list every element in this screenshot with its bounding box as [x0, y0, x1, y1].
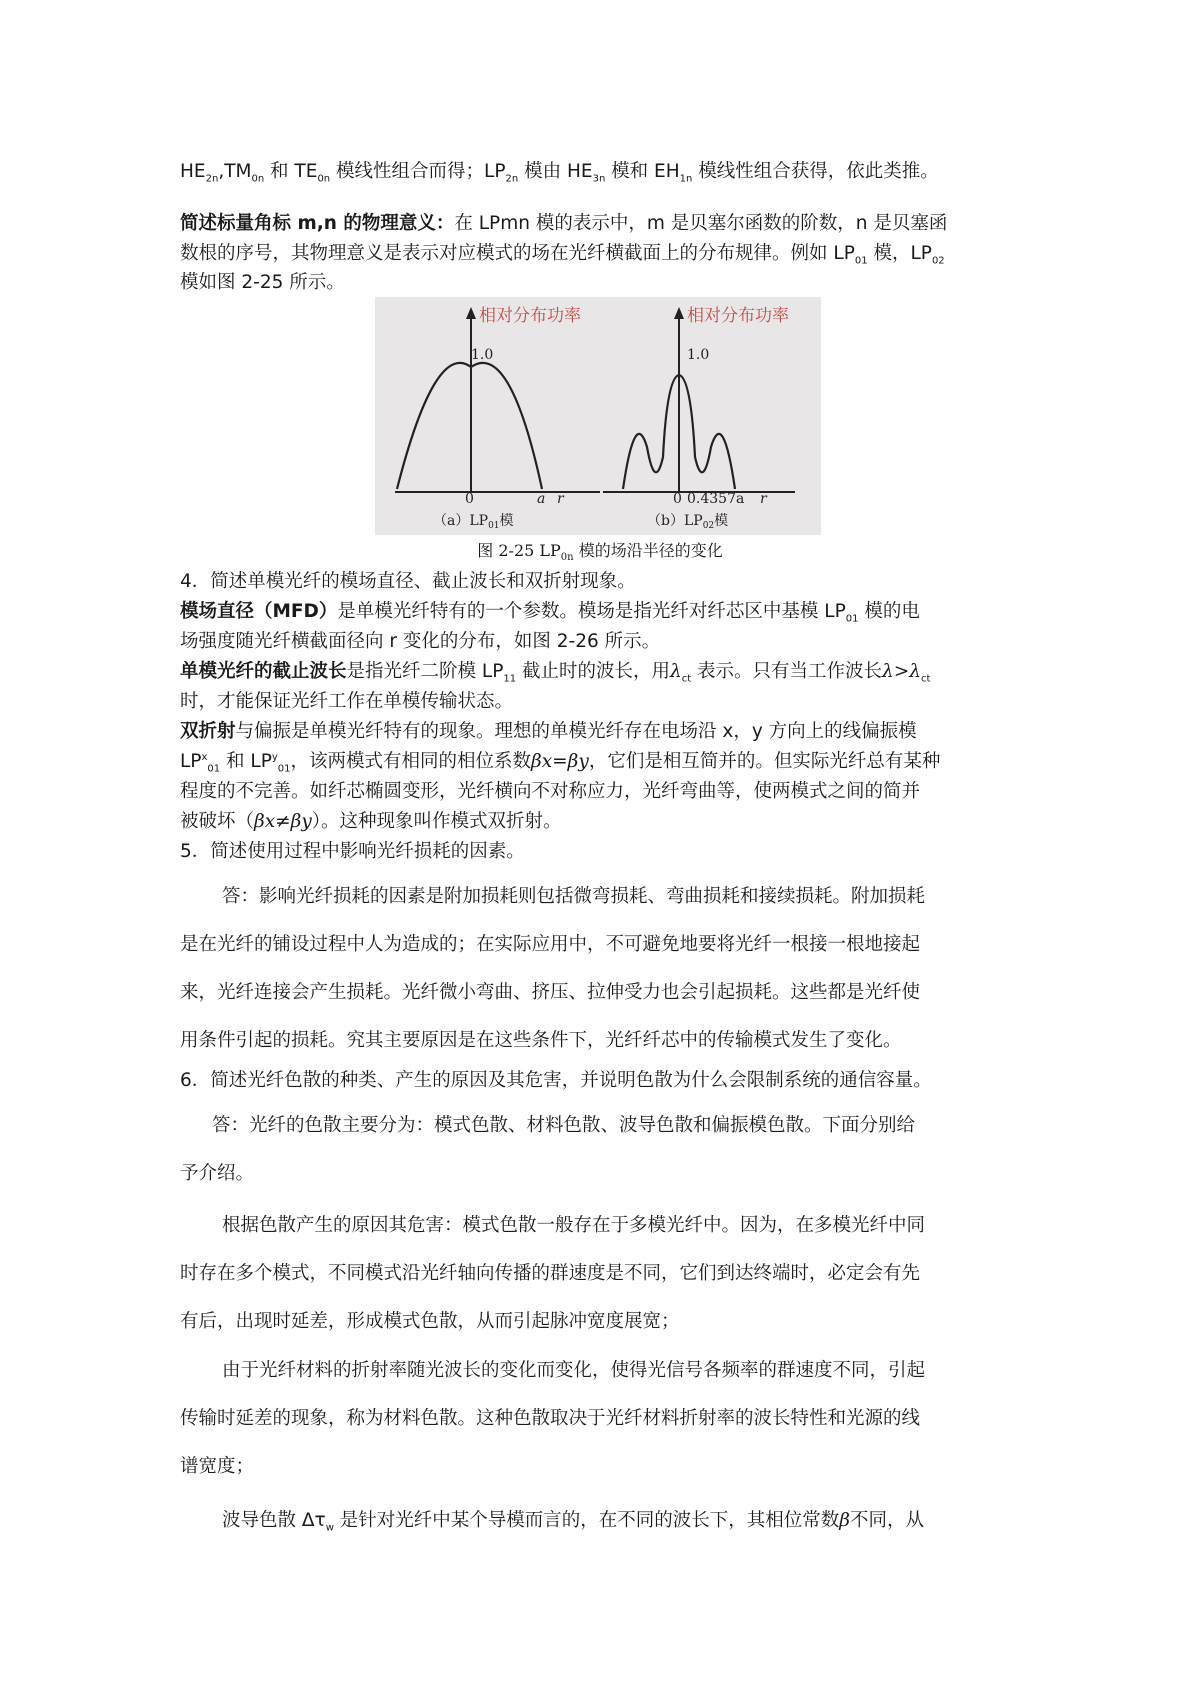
ylabel-a: 相对分布功率 — [479, 306, 581, 326]
text: 由于光纤材料的折射率随光波长的变化而变化，使得光信号各频率的群速度不同，引起 — [222, 1360, 926, 1381]
answer-5-line2 — [180, 930, 1020, 960]
text: 模的电 — [858, 601, 920, 622]
text: LP — [180, 751, 202, 772]
ylabel-b: 相对分布功率 — [687, 306, 789, 326]
text: 答：影响光纤损耗的因素是附加损耗则包括微弯损耗、弯曲损耗和接续损耗。附加损耗 — [222, 886, 926, 907]
text: 6．简述光纤色散的种类、产生的原因及其危害，并说明色散为什么会限制系统的通信容量。 — [180, 1070, 932, 1091]
text: ，它们是相互简并的。但实际光纤总有某种 — [588, 751, 941, 772]
text: 模如图 2-25 所示。 — [180, 272, 345, 293]
subscript: 01 — [207, 763, 221, 775]
text: 是指光纤二阶模 LP — [346, 661, 504, 682]
text: 传输时延差的现象，称为材料色散。这种色散取决于光纤材料折射率的波长特性和光源的线 — [180, 1408, 921, 1429]
question-4-title — [180, 567, 1020, 597]
text: 和 LP — [220, 751, 272, 772]
paragraph-index-meaning-line3 — [180, 268, 1020, 298]
paragraph-birefringence-line3 — [180, 777, 1020, 807]
axis-r-b: r — [760, 491, 767, 507]
y-axis-arrow-b — [674, 307, 684, 319]
text: 是针对光纤中某个导模而言的，在不同的波长下，其相位常数 — [333, 1510, 840, 1531]
text: 模，LP — [867, 243, 932, 264]
answer-6-waveguide-line1 — [222, 1506, 1022, 1536]
text: 波导色散 Δτ — [222, 1510, 326, 1531]
bold-heading: 单模光纤的截止波长 — [180, 661, 347, 682]
text: 与偏振是单模光纤特有的现象。理想的单模光纤存在电场沿 x，y 方向上的线偏振模 — [235, 721, 917, 742]
text: 时，才能保证光纤工作在单模传输状态。 — [180, 691, 514, 712]
text: 和 TE — [264, 161, 318, 182]
subscript: 1n — [679, 173, 693, 185]
tick-one-b: 1.0 — [687, 347, 710, 363]
text: 不同，从 — [849, 1510, 924, 1531]
answer-6-line1 — [212, 1111, 1022, 1141]
text: 模的场沿半径的变化 — [573, 541, 723, 560]
subscript: 0n — [560, 552, 574, 564]
paragraph-birefringence-line4 — [180, 807, 1020, 837]
subscript: 01 — [854, 255, 868, 267]
subscript: 2n — [205, 173, 219, 185]
tick-a-b: 0.4357a — [687, 491, 745, 507]
text: 根据色散产生的原因其危害：模式色散一般存在于多模光纤中。因为，在多模光纤中同 — [222, 1215, 926, 1236]
text: 在 LPmn 模的表示中，m 是贝塞尔函数的阶数，n 是贝塞函 — [454, 213, 948, 234]
bold-heading: 模场直径（MFD） — [180, 601, 338, 622]
text: 图 2-25 LP — [477, 541, 561, 560]
text: 截止时的波长，用 — [516, 661, 670, 682]
text: 答：光纤的色散主要分为：模式色散、材料色散、波导色散和偏振模色散。下面分别给 — [212, 1115, 916, 1136]
figure-caption — [180, 540, 1020, 562]
paragraph-mfd-line2 — [180, 627, 1020, 657]
answer-6-material-line2 — [180, 1404, 1020, 1434]
lambda-inequality: λ>λ — [882, 661, 921, 682]
text: ，该两模式有相同的相位系数 — [290, 751, 532, 772]
beta-equation: βx=βy — [531, 751, 589, 772]
question-6-title — [180, 1066, 1020, 1096]
subscript: 11 — [503, 673, 517, 685]
subscript: ct — [921, 673, 931, 685]
text: ）。这种现象叫作模式双折射。 — [311, 811, 562, 832]
bold-heading: 简述标量角标 m,n 的物理意义： — [180, 213, 455, 234]
subscript: 01 — [845, 613, 859, 625]
subscript: w — [325, 1522, 334, 1534]
paragraph-mfd-line1 — [180, 597, 1020, 627]
text: 表示。只有当工作波长 — [691, 661, 883, 682]
tick-one-a: 1.0 — [471, 347, 494, 363]
subscript: 2n — [505, 173, 519, 185]
paragraph-birefringence-line1 — [180, 717, 1020, 747]
text: 来，光纤连接会产生损耗。光纤微小弯曲、挤压、拉伸受力也会引起损耗。这些都是光纤使 — [180, 982, 921, 1003]
tick-zero-a: 0 — [465, 491, 474, 507]
paragraph-birefringence-line2 — [180, 747, 1020, 777]
superscript: y — [271, 751, 278, 763]
y-axis-arrow-a — [466, 307, 476, 319]
lambda-symbol: λ — [670, 661, 682, 682]
text: 模线性组合而得；LP — [330, 161, 506, 182]
paragraph-mode-combination — [180, 157, 1020, 187]
axis-r-a: r — [557, 491, 564, 507]
text: 数根的序号，其物理意义是表示对应模式的场在光纤横截面上的分布规律。例如 LP — [180, 243, 855, 264]
answer-6-material-line1 — [222, 1356, 1022, 1386]
figure-2-25 — [375, 297, 821, 535]
text: 予介绍。 — [180, 1163, 255, 1184]
curve-lp01 — [397, 363, 542, 489]
beta-inequality: βx≠βy — [254, 811, 312, 832]
text: ,TM — [218, 161, 252, 182]
text: 是单模光纤特有的一个参数。模场是指光纤对纤芯区中基模 LP — [337, 601, 846, 622]
paragraph-index-meaning-line1 — [180, 209, 1020, 239]
tick-zero-b: 0 — [673, 491, 682, 507]
beta-symbol: β — [839, 1510, 850, 1531]
paragraph-cutoff-line1 — [180, 657, 1020, 687]
answer-6-line2 — [180, 1159, 1020, 1189]
text: 用条件引起的损耗。究其主要原因是在这些条件下，光纤纤芯中的传输模式发生了变化。 — [180, 1030, 902, 1051]
text: 场强度随光纤横截面径向 r 变化的分布，如图 2-26 所示。 — [180, 631, 661, 652]
answer-6-mode-line2 — [180, 1259, 1020, 1289]
subscript: 02 — [931, 255, 945, 267]
text: 谱宽度； — [180, 1456, 255, 1477]
answer-5-line1 — [222, 882, 1022, 912]
text: 程度的不完善。如纤芯椭圆变形，光纤横向不对称应力，光纤弯曲等，使两模式之间的简并 — [180, 781, 921, 802]
text: 模由 HE — [518, 161, 593, 182]
text: HE — [180, 161, 206, 182]
panel-label-b: $(b)LP_{02}$模 — [647, 513, 729, 531]
paragraph-cutoff-line2 — [180, 687, 1020, 717]
text: 模线性组合获得，依此类推。 — [692, 161, 939, 182]
subscript: 0n — [317, 173, 331, 185]
panel-label-a: $(a)LP_{01}$模 — [433, 513, 514, 531]
subscript: 3n — [592, 173, 606, 185]
text: 模和 EH — [605, 161, 680, 182]
text: 被破坏（ — [180, 811, 255, 832]
question-5-title — [180, 837, 1020, 867]
text: 是在光纤的铺设过程中人为造成的；在实际应用中，不可避免地要将光纤一根接一根地接起 — [180, 934, 921, 955]
answer-5-line3 — [180, 978, 1020, 1008]
answer-6-material-line3 — [180, 1452, 1020, 1482]
text: 有后，出现时延差，形成模式色散，从而引起脉冲宽度展宽； — [180, 1311, 680, 1332]
figure-plot — [375, 297, 821, 535]
answer-5-line4 — [180, 1026, 1020, 1056]
text: 时存在多个模式，不同模式沿光纤轴向传播的群速度是不同，它们到达终端时，必定会有先 — [180, 1263, 921, 1284]
text: 4．简述单模光纤的模场直径、截止波长和双折射现象。 — [180, 571, 636, 592]
subscript: 01 — [277, 763, 291, 775]
bold-heading: 双折射 — [180, 721, 236, 742]
subscript: ct — [681, 673, 692, 685]
superscript: x — [201, 751, 208, 763]
text: 5．简述使用过程中影响光纤损耗的因素。 — [180, 841, 525, 862]
paragraph-index-meaning-line2 — [180, 239, 1020, 269]
answer-6-mode-line1 — [222, 1211, 1022, 1241]
subscript: 0n — [251, 173, 265, 185]
tick-a-a: a — [537, 491, 546, 507]
answer-6-mode-line3 — [180, 1307, 1020, 1337]
